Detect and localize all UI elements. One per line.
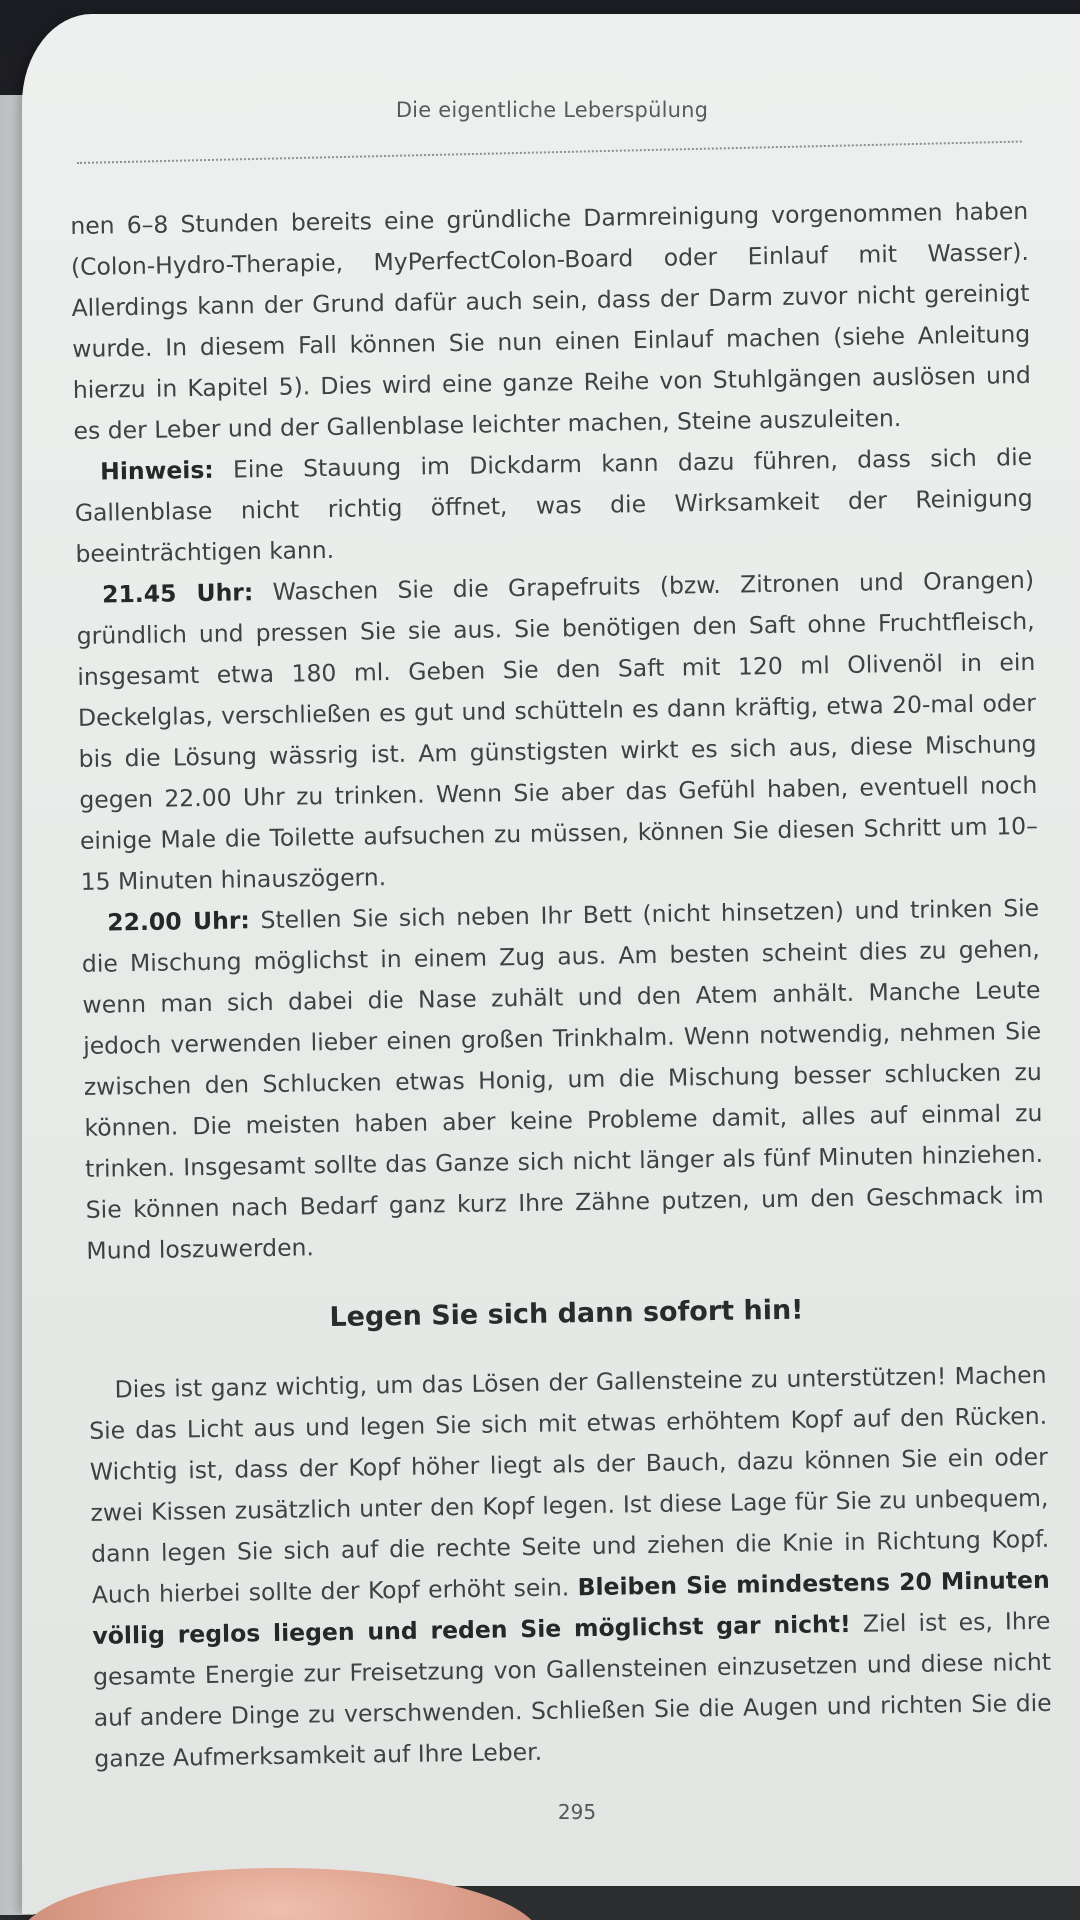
paragraph-hinweis — [74, 437, 1034, 575]
lie-down-emphasis: Bleiben Sie mindestens 20 Minuten völlig reglos liegen und reden Sie möglichst gar nicht! — [92, 1565, 1050, 1650]
header-dotted-rule — [77, 141, 1022, 164]
page-number: 295 — [557, 1800, 597, 1824]
page-body — [70, 191, 1053, 1780]
time-text-2145: Waschen Sie die Grapefruits (bzw. Zitronen und Orangen) gründlich und pressen Sie sie aus. Sie benötigen den Saft ohne Fruchtfleisch, insgesamt etwa 180 ml. Geben Sie den Saft mit 120 ml Olivenöl in ein Deckelglas, verschließen es gut und schütteln es dann kräftig, etwa 20-mal oder bis die Lösung wässrig ist. Am günstigsten wirkt es sich aus, diese Mischung gegen 22.00 Uhr zu trinken. Wenn Sie aber das Gefühl haben, eventuell noch einige Male die Toilette aufsuchen zu müssen, können Sie diesen Schritt um 10–15 Minuten hinauszögern. — [76, 565, 1039, 896]
time-text-2200: Stellen Sie sich neben Ihr Bett (nicht hinsetzen) und trinken Sie die Mischung möglichst in einem Zug aus. Am besten scheint dies zu gehen, wenn man sich dabei die Nase zuhält und den Atem anhält. Manche Leute jedoch verwenden lieber einen großen Trinkhalm. Wenn notwendig, nehmen Sie zwischen den Schlucken etwas Honig, um die Mischung besser schlucken zu können. Die meisten haben aber keine Probleme damit, alles auf einmal zu trinken. Insgesamt sollte das Ganze sich nicht länger als fünf Minuten hinziehen. Sie können nach Bedarf ganz kurz Ihre Zähne putzen, um den Geschmack im Mund loszuwerden. — [81, 893, 1044, 1265]
lie-down-text-1: Dies ist ganz wichtig, um das Lösen der Gallensteine zu unterstützen! Machen Sie das Licht aus und legen Sie sich mit etwas erhöhtem Kopf auf den Rücken. Wichtig ist, dass der Kopf höher liegt als der Bauch, dazu können Sie ein oder zwei Kissen zusätzlich unter den Kopf legen. Ist diese Lage für Sie zu unbequem, dann legen Sie sich auf die rechte Seite und ziehen die Knie in Richtung Kopf. Auch hierbei sollte der Kopf erhöht sein. — [89, 1360, 1050, 1609]
paragraph-continuation: nen 6–8 Stunden bereits eine gründliche Darmreinigung vorgenommen haben (Colon-Hydro-Therapie, MyPerfectColon-Board oder Einlauf mit Wasser). Allerdings kann der Grund dafür auch sein, dass der Darm zuvor nicht gereinigt wurde. In diesem Fall können Sie nun einen Einlauf machen (siehe Anleitung hierzu in Kapitel 5). Dies wird eine ganze Reihe von Stuhlgängen auslösen und es der Leber und der Gallenblase leichter machen, Steine auszuleiten. — [70, 196, 1031, 445]
book-page — [22, 14, 1080, 1914]
section-heading: Legen Sie sich dann sofort hin! — [329, 1294, 804, 1334]
lie-down-text-2: Ziel ist es, Ihre gesamte Energie zur Freisetzung von Gallensteinen einzusetzen und diese nicht auf andere Dinge zu verschwenden. Schließen Sie die Augen und richten Sie die ganze Aufmerksamkeit auf Ihre Leber. — [92, 1606, 1052, 1773]
hinweis-text: Eine Stauung im Dickdarm kann dazu führen, dass sich die Gallenblase nicht richtig öffnet, was die Wirksamkeit der Reinigung beeinträchtigen kann. — [74, 442, 1033, 568]
time-label-2200: 22.00 Uhr: — [107, 906, 251, 937]
time-label-2145: 21.45 Uhr: — [101, 578, 254, 609]
paragraph-2200 — [81, 888, 1045, 1272]
paragraph-2145 — [76, 560, 1039, 903]
hinweis-label: Hinweis: — [99, 455, 214, 486]
paragraph-lie-down — [88, 1355, 1052, 1780]
running-header: Die eigentliche Leberspülung — [395, 98, 709, 122]
